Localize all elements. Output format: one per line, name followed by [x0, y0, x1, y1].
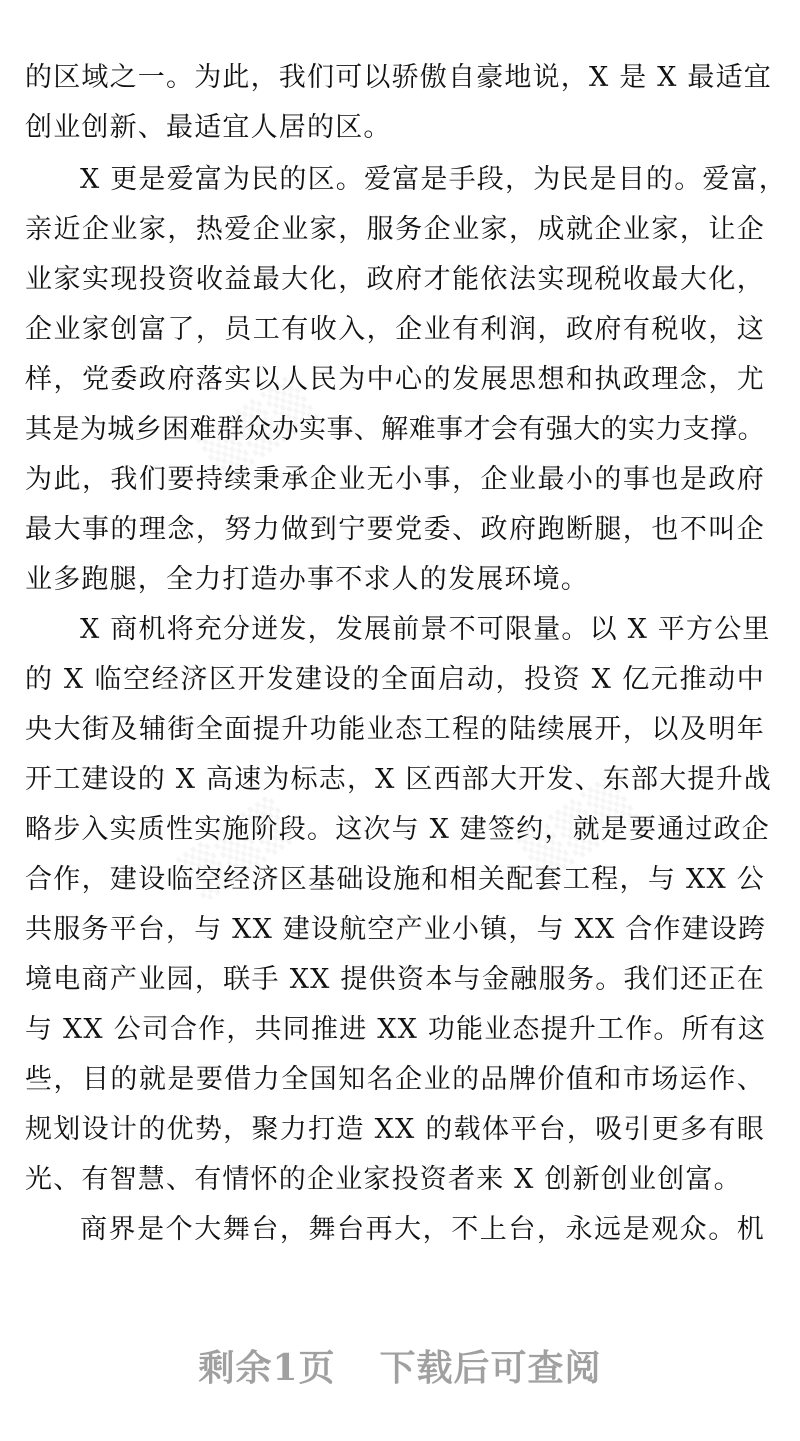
text-line: 为此，我们要持续秉承企业无小事，企业最小的事也是政府 [25, 464, 765, 495]
text-line: 亲近企业家，热爱企业家，服务企业家，成就企业家，让企 [25, 214, 765, 245]
paragraph-first-line: 商界是个大舞台，舞台再大，不上台，永远是观众。机 [80, 1214, 765, 1245]
text-line: 其是为城乡困难群众办实事、解难事才会有强大的实力支撑。 [25, 414, 765, 445]
text-line: 些，目的就是要借力全国知名企业的品牌价值和市场运作、 [25, 1064, 765, 1095]
download-prompt[interactable] [0, 1340, 800, 1391]
text-line: 与 XX 公司合作，共同推进 XX 功能业态提升工作。所有这 [25, 1014, 767, 1045]
text-line: 的 X 临空经济区开发建设的全面启动，投资 X 亿元推动中 [25, 664, 765, 695]
text-line: 的区域之一。为此，我们可以骄傲自豪地说，X 是 X 最适宜 [25, 62, 772, 93]
text-line: 开工建设的 X 高速为标志，X 区西部大开发、东部大提升战 [25, 764, 772, 795]
remaining-pages-label: 剩余1页 [198, 1347, 336, 1389]
text-line: 共服务平台，与 XX 建设航空产业小镇，与 XX 合作建设跨 [25, 914, 767, 945]
text-line: 业家实现投资收益最大化，政府才能依法实现税收最大化， [25, 264, 765, 295]
text-line: 最大事的理念，努力做到宁要党委、政府跑断腿，也不叫企 [25, 514, 765, 545]
text-line: 企业家创富了，员工有收入，企业有利润，政府有税收，这 [25, 314, 765, 345]
text-line: 业多跑腿，全力打造办事不求人的发展环境。 [25, 564, 589, 595]
text-line: 样，党委政府落实以人民为中心的发展思想和执政理念，尤 [25, 364, 765, 395]
paragraph-first-line: X 商机将充分迸发，发展前景不可限量。以 X 平方公里 [80, 614, 771, 645]
text-line: 略步入实质性实施阶段。这次与 X 建签约，就是要通过政企 [25, 814, 770, 845]
text-line: 规划设计的优势，聚力打造 XX 的载体平台，吸引更多有眼 [25, 1114, 765, 1145]
text-line: 合作，建设临空经济区基础设施和相关配套工程，与 XX 公 [25, 864, 765, 895]
text-line: 境电商产业园，联手 XX 提供资本与金融服务。我们还正在 [25, 964, 765, 995]
paragraph-first-line: X 更是爱富为民的区。爱富是手段，为民是目的。爱富， [80, 164, 788, 195]
text-line: 央大街及辅街全面提升功能业态工程的陆续展开，以及明年 [25, 714, 765, 745]
cut-off-text-line [25, 0, 765, 16]
download-to-view-label: 下载后可查阅 [379, 1347, 602, 1389]
text-line: 光、有智慧、有情怀的企业家投资者来 X 创新创业创富。 [25, 1164, 742, 1195]
text-line: 创业创新、最适宜人居的区。 [25, 112, 392, 143]
